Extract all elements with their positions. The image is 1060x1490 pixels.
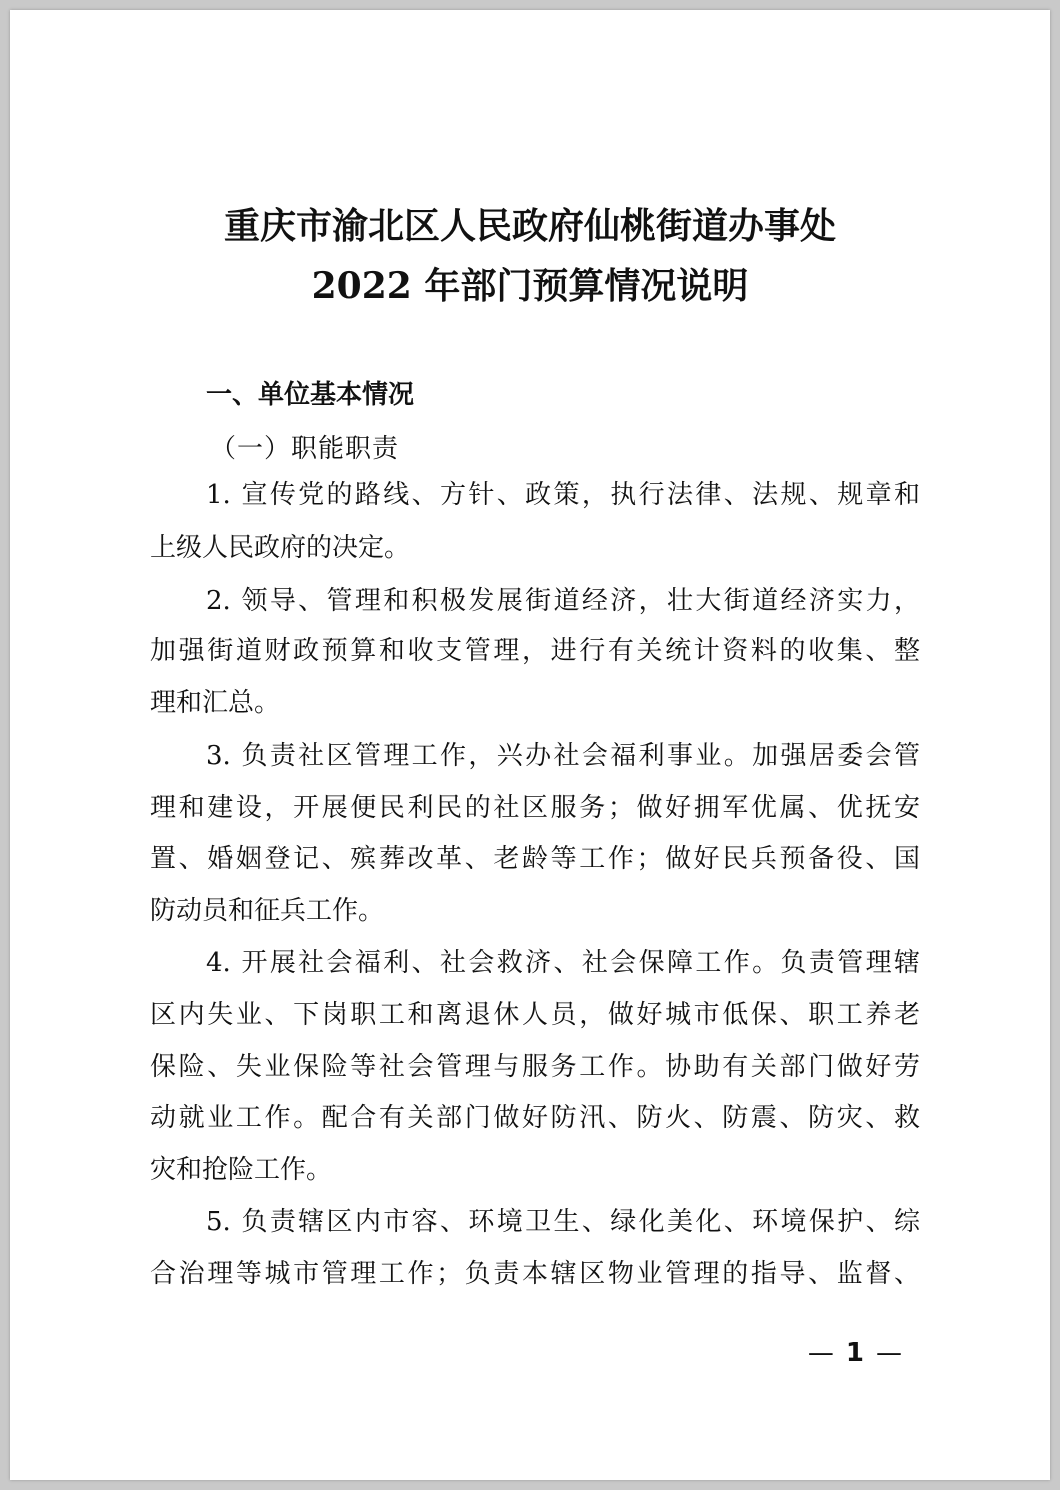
paragraph-line: 灾和抢险工作。 [150,1155,333,1185]
paragraph-line: 区内失业、下岗职工和离退休人员，做好城市低保、职工养老 [150,1000,920,1030]
paragraph-line: 置、婚姻登记、殡葬改革、老龄等工作；做好民兵预备役、国 [150,844,920,874]
paragraph-line: 4. 开展社会福利、社会救济、社会保障工作。负责管理辖 [206,948,920,978]
paragraph-line: 2. 领导、管理和积极发展街道经济，壮大街道经济实力， [206,586,920,616]
page-number-footer [808,1338,902,1368]
paragraph-line: 1. 宣传党的路线、方针、政策，执行法律、法规、规章和 [206,480,920,510]
paragraph-line: 上级人民政府的决定。 [150,533,411,563]
paragraph-line: 防动员和征兵工作。 [150,896,385,926]
page-number: 1 [845,1338,864,1368]
document-page [10,10,1050,1480]
paragraph-line: 动就业工作。配合有关部门做好防汛、防火、防震、防灾、救 [150,1103,920,1133]
paragraph-line: 3. 负责社区管理工作，兴办社会福利事业。加强居委会管 [206,741,920,771]
footer-dash-left: — [807,1338,834,1368]
paragraph-line: 合治理等城市管理工作；负责本辖区物业管理的指导、监督、 [150,1259,920,1289]
section-heading: 一、单位基本情况 [206,380,415,410]
paragraph-line: 理和汇总。 [150,688,281,718]
document-title-line1: 重庆市渝北区人民政府仙桃街道办事处 [223,205,836,247]
paragraph-line: 保险、失业保险等社会管理与服务工作。协助有关部门做好劳 [150,1052,920,1082]
section-subheading: （一）职能职责 [210,434,400,464]
paragraph-line: 5. 负责辖区内市容、环境卫生、绿化美化、环境保护、综 [206,1207,920,1237]
document-title-line2: 2022 年部门预算情况说明 [311,265,749,307]
paragraph-line: 加强街道财政预算和收支管理，进行有关统计资料的收集、整 [150,636,920,666]
paragraph-line: 理和建设，开展便民利民的社区服务；做好拥军优属、优抚安 [150,793,920,823]
footer-dash-right: — [876,1338,902,1368]
